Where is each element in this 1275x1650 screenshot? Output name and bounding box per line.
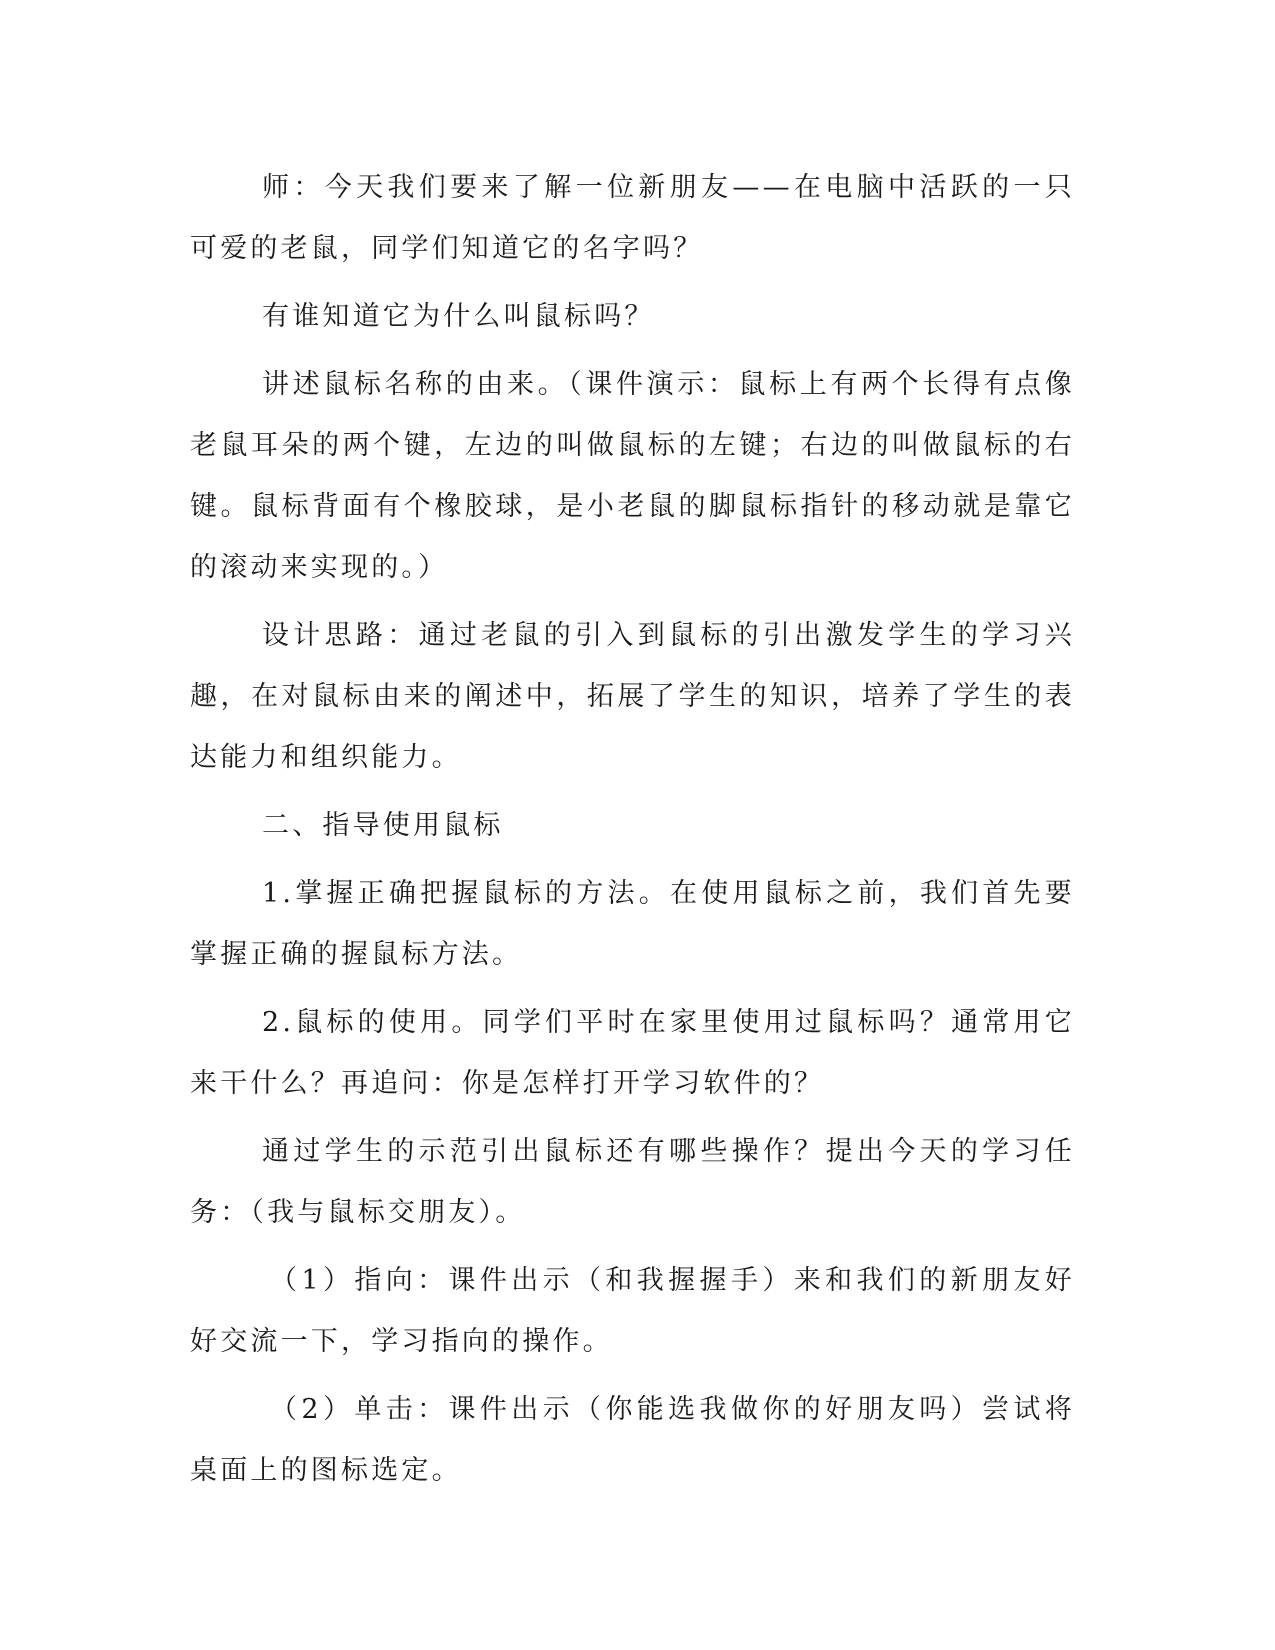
paragraph-single-click: （2）单击：课件出示（你能选我做你的好朋友吗）尝试将桌面上的图标选定。 [190,1394,1075,1486]
paragraph-question: 有谁知道它为什么叫鼠标吗？ [262,301,655,332]
paragraph-design-idea: 设计思路：通过老鼠的引入到鼠标的引出激发学生的学习兴趣，在对鼠标由来的阐述中，拓展了学生的知识，培养了学生的表达能力和组织能力。 [190,620,1075,773]
document-page [190,157,1075,1508]
paragraph-pointing: （1）指向：课件出示（和我握握手）来和我们的新朋友好好交流一下，学习指向的操作。 [190,1265,1075,1357]
section-heading-mouse-usage: 二、指导使用鼠标 [262,810,504,841]
paragraph-step-1: 1.掌握正确把握鼠标的方法。在使用鼠标之前，我们首先要掌握正确的握鼠标方法。 [190,878,1075,970]
paragraph-learning-task: 通过学生的示范引出鼠标还有哪些操作？提出今天的学习任务：（我与鼠标交朋友）。 [190,1136,1075,1228]
paragraph-teacher-intro: 师：今天我们要来了解一位新朋友——在电脑中活跃的一只可爱的老鼠，同学们知道它的名字吗？ [190,172,1075,264]
paragraph-step-2: 2.鼠标的使用。同学们平时在家里使用过鼠标吗？通常用它来干什么？再追问：你是怎样打开学习软件的？ [190,1007,1075,1099]
paragraph-mouse-origin: 讲述鼠标名称的由来。（课件演示：鼠标上有两个长得有点像老鼠耳朵的两个键，左边的叫做鼠标的左键；右边的叫做鼠标的右键。鼠标背面有个橡胶球，是小老鼠的脚鼠标指针的移动就是靠它的滚动来实现的。） [190,369,1075,583]
